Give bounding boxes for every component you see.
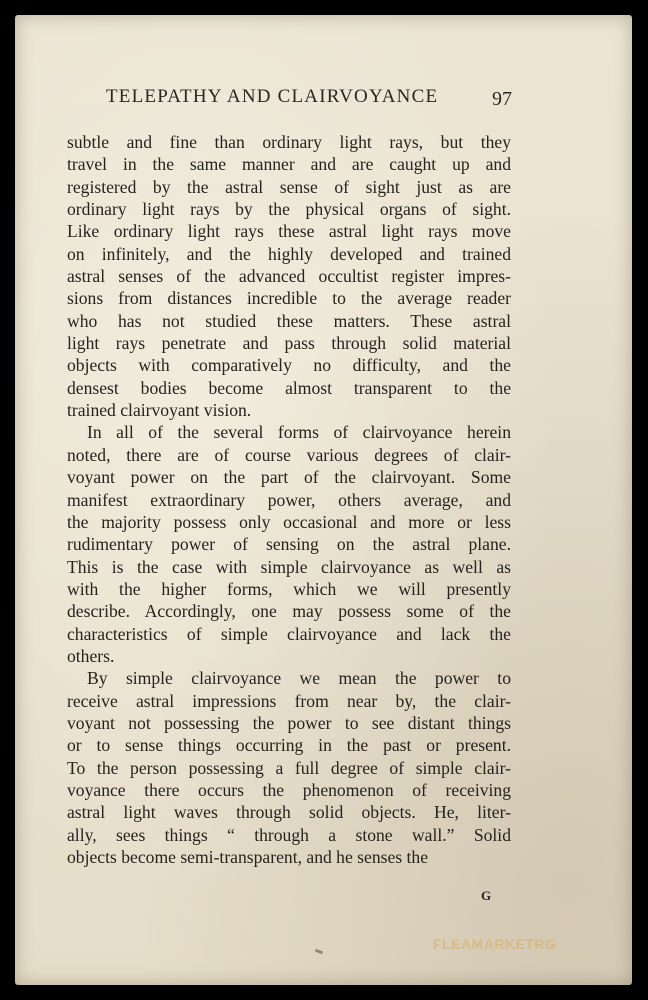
text-line: registered by the astral sense of sight just as are	[67, 176, 511, 197]
paragraph	[67, 667, 511, 868]
text-line: objects with comparatively no difficulty, and the	[67, 355, 511, 376]
text-line: characteristics of simple clairvoyance and lack the	[67, 623, 511, 644]
paragraph	[67, 421, 511, 667]
text-line: travel in the same manner and are caught up and	[67, 154, 511, 175]
text-line: on infinitely, and the highly developed and trained	[67, 243, 511, 264]
text-line: who has not studied these matters. These astral	[67, 310, 511, 331]
text-line: This is the case with simple clairvoyance as well as	[67, 556, 511, 577]
signature-mark: G	[481, 888, 492, 903]
text-line: astral light waves through solid objects. He, liter-	[67, 802, 511, 823]
text-line: or to sense things occurring in the past or present.	[67, 735, 511, 756]
text-line: densest bodies become almost transparent to the	[67, 377, 511, 398]
page-number: 97	[492, 88, 512, 110]
text-line: voyant power on the part of the clairvoyant. Some	[67, 467, 511, 488]
text-line: astral senses of the advanced occultist register impres-	[67, 266, 511, 287]
text-line: manifest extraordinary power, others average, and	[67, 489, 511, 510]
text-line: trained clairvoyant vision.	[67, 400, 252, 421]
body-text	[67, 131, 511, 868]
watermark: FLEAMARKETRG	[433, 936, 557, 952]
text-line: subtle and fine than ordinary light rays, but they	[67, 132, 511, 152]
text-line: ordinary light rays by the physical organs of sight.	[67, 199, 511, 220]
text-line: objects become semi-transparent, and he senses the	[67, 847, 429, 867]
text-line: noted, there are of course various degrees of clair-	[67, 444, 511, 465]
text-line: the majority possess only occasional and more or less	[67, 511, 511, 532]
text-line: By simple clairvoyance we mean the power to	[87, 668, 511, 689]
text-line: ally, sees things “ through a stone wall.” Solid	[67, 824, 511, 845]
text-line: rudimentary power of sensing on the astral plane.	[67, 534, 511, 555]
text-line: light rays penetrate and pass through solid material	[67, 333, 511, 354]
text-line: sions from distances incredible to the average reader	[67, 288, 511, 309]
text-line: with the higher forms, which we will presently	[67, 578, 511, 599]
running-title: TELEPATHY AND CLAIRVOYANCE	[106, 86, 439, 107]
text-line: receive astral impressions from near by, the clair-	[67, 690, 511, 711]
text-line: Like ordinary light rays these astral light rays move	[67, 221, 511, 242]
text-line: others.	[67, 645, 115, 666]
text-line: describe. Accordingly, one may possess some of the	[67, 601, 511, 622]
text-line: In all of the several forms of clairvoyance herein	[87, 422, 511, 443]
paragraph	[67, 131, 511, 421]
text-line: voyance there occurs the phenomenon of receiving	[67, 779, 511, 800]
text-line: voyant not possessing the power to see distant things	[67, 712, 511, 733]
text-line: To the person possessing a full degree of simple clair-	[67, 757, 511, 778]
